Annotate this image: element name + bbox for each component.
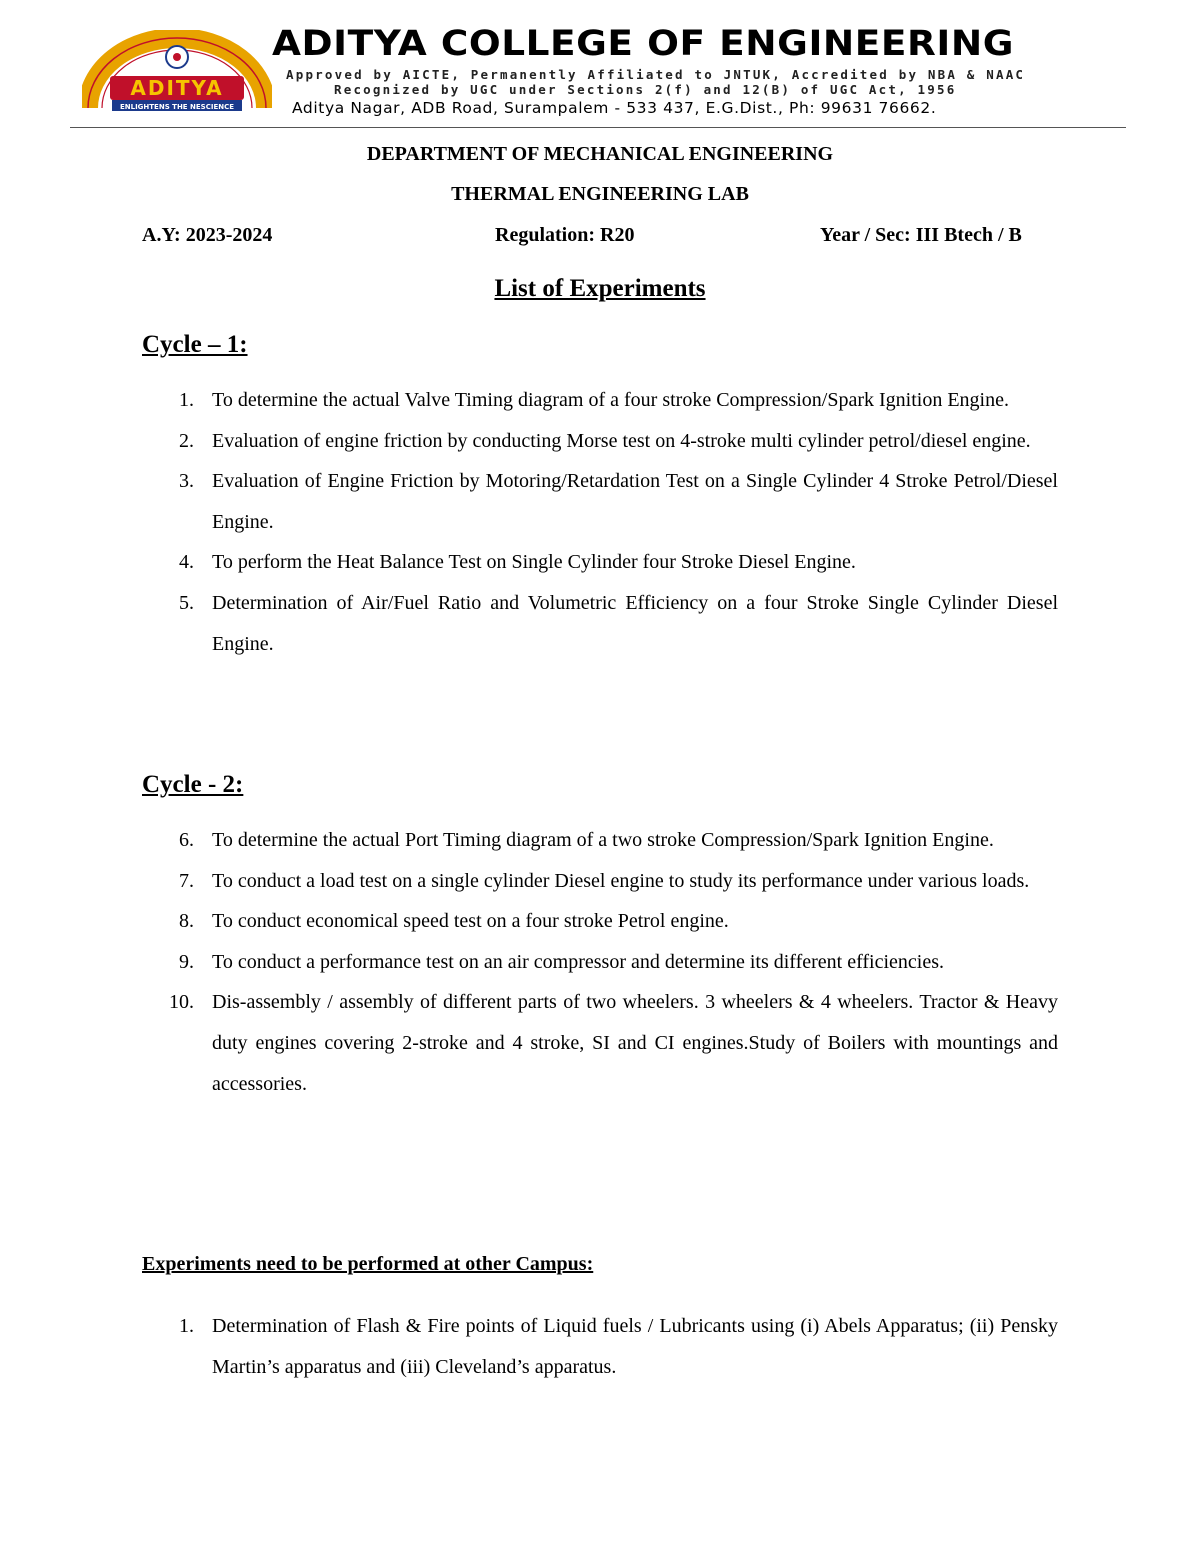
cycle-2-list <box>142 820 1058 1104</box>
page-title: List of Experiments <box>494 275 706 302</box>
lab-title: THERMAL ENGINEERING LAB <box>451 183 749 205</box>
other-campus-list <box>142 1306 1058 1387</box>
item-number: 8. <box>179 910 194 933</box>
logo-tagline: ENLIGHTENS THE NESCIENCE <box>119 103 235 111</box>
cycle-2-heading: Cycle - 2: <box>142 771 244 798</box>
item-text: To determine the actual Port Timing diagram of a two stroke Compression/Spark Ignition Engine. <box>212 829 994 851</box>
approval-line: Approved by AICTE, Permanently Affiliated to JNTUK, Accredited by NBA & NAAC <box>286 67 1026 82</box>
list-item <box>142 861 1058 902</box>
item-number: 9. <box>179 950 194 973</box>
item-number: 2. <box>179 429 194 452</box>
list-item <box>142 461 1058 542</box>
item-text: To conduct a performance test on an air compressor and determine its different efficiencies. <box>212 950 945 973</box>
department-title: DEPARTMENT OF MECHANICAL ENGINEERING <box>366 143 834 165</box>
cycle-1-heading: Cycle – 1: <box>142 331 248 358</box>
list-item <box>142 901 1058 942</box>
college-logo <box>82 30 272 118</box>
header-divider <box>70 127 1126 128</box>
list-item <box>142 942 1058 983</box>
list-item <box>142 583 1058 664</box>
year-section: Year / Sec: III Btech / B <box>820 224 1022 246</box>
list-item <box>142 542 1058 583</box>
list-item <box>142 1306 1058 1387</box>
logo-wordmark: ADITYA <box>130 76 224 100</box>
item-number: 7. <box>179 869 194 892</box>
list-item <box>142 380 1058 421</box>
item-number: 5. <box>179 591 194 614</box>
item-text: Evaluation of engine friction by conducting Morse test on 4-stroke multi cylinder petrol/diesel engine. <box>212 429 1031 452</box>
item-text: Dis-assembly / assembly of different parts of two wheelers. 3 wheelers & 4 wheelers. Tractor & Heavy duty engines covering 2-stroke and 4 stroke, SI and CI engines.Study of Boilers with mountings and accessories. <box>212 991 1058 1095</box>
item-number: 1. <box>179 389 194 411</box>
item-number: 4. <box>179 551 194 574</box>
item-number: 1. <box>179 1315 194 1337</box>
item-number: 3. <box>179 470 194 493</box>
item-number: 6. <box>179 829 194 851</box>
academic-year: A.Y: 2023-2024 <box>142 224 273 246</box>
item-text: Determination of Flash & Fire points of Liquid fuels / Lubricants using (i) Abels Apparatus; (ii) Pensky Martin’s apparatus and (iii) Cleveland’s apparatus. <box>212 1315 1058 1378</box>
recognition-line: Recognized by UGC under Sections 2(f) and 12(B) of UGC Act, 1956 <box>334 82 957 97</box>
cycle-1-list <box>142 380 1058 664</box>
list-item <box>142 982 1058 1104</box>
college-address: Aditya Nagar, ADB Road, Surampalem - 533 437, E.G.Dist., Ph: 99631 76662. <box>292 99 937 117</box>
item-text: To conduct a load test on a single cylinder Diesel engine to study its performance under various loads. <box>212 869 1030 892</box>
item-text: Determination of Air/Fuel Ratio and Volumetric Efficiency on a four Stroke Single Cylinder Diesel Engine. <box>212 591 1058 655</box>
list-item <box>142 820 1058 861</box>
regulation: Regulation: R20 <box>495 224 635 246</box>
other-campus-heading: Experiments need to be performed at other Campus: <box>142 1253 594 1275</box>
item-text: To determine the actual Valve Timing diagram of a four stroke Compression/Spark Ignition Engine. <box>212 389 1009 411</box>
item-text: To conduct economical speed test on a four stroke Petrol engine. <box>212 910 729 933</box>
college-name: ADITYA COLLEGE OF ENGINEERING <box>272 24 1015 64</box>
list-item <box>142 421 1058 462</box>
item-text: To perform the Heat Balance Test on Single Cylinder four Stroke Diesel Engine. <box>212 551 856 574</box>
item-text: Evaluation of Engine Friction by Motoring/Retardation Test on a Single Cylinder 4 Stroke Petrol/Diesel Engine. <box>212 470 1058 533</box>
item-number: 10. <box>169 991 194 1014</box>
